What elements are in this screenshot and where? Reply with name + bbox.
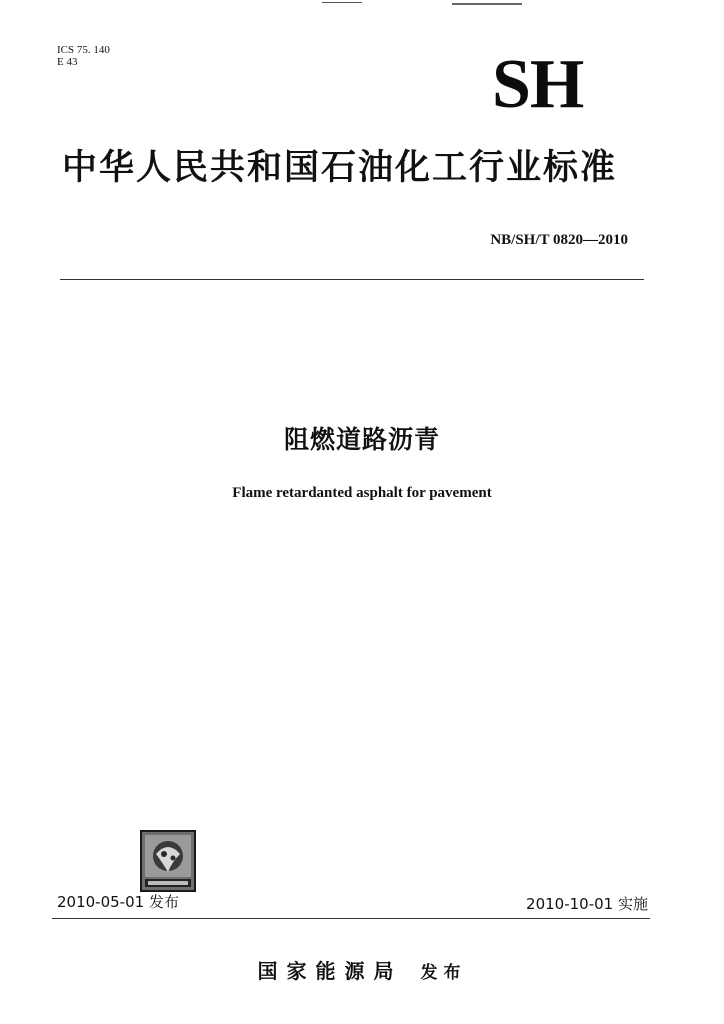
header-divider [60, 279, 644, 280]
publisher-name: 国家能源局 [257, 959, 403, 983]
standard-category-title: 中华人民共和国石油化工行业标准 [62, 148, 618, 188]
scan-artifact [322, 2, 362, 3]
scan-artifact [452, 3, 522, 5]
issue-date: 2010-05-01 发布 [57, 893, 179, 911]
classification-codes [57, 44, 110, 68]
ics-code: ICS 75. 140 [57, 44, 110, 56]
ccs-code: E 43 [57, 56, 78, 68]
standard-number: NB/SH/T 0820—2010 [490, 232, 628, 248]
footer-divider [52, 918, 650, 919]
anti-counterfeit-seal [140, 830, 196, 892]
implementation-date: 2010-10-01 实施 [526, 895, 648, 913]
publisher-action: 发布 [420, 963, 467, 983]
document-title-english: Flame retardanted asphalt for pavement [232, 485, 492, 501]
publisher-line [0, 958, 724, 986]
document-title-chinese: 阻燃道路沥青 [283, 425, 440, 454]
sh-logo: SH [492, 46, 584, 123]
